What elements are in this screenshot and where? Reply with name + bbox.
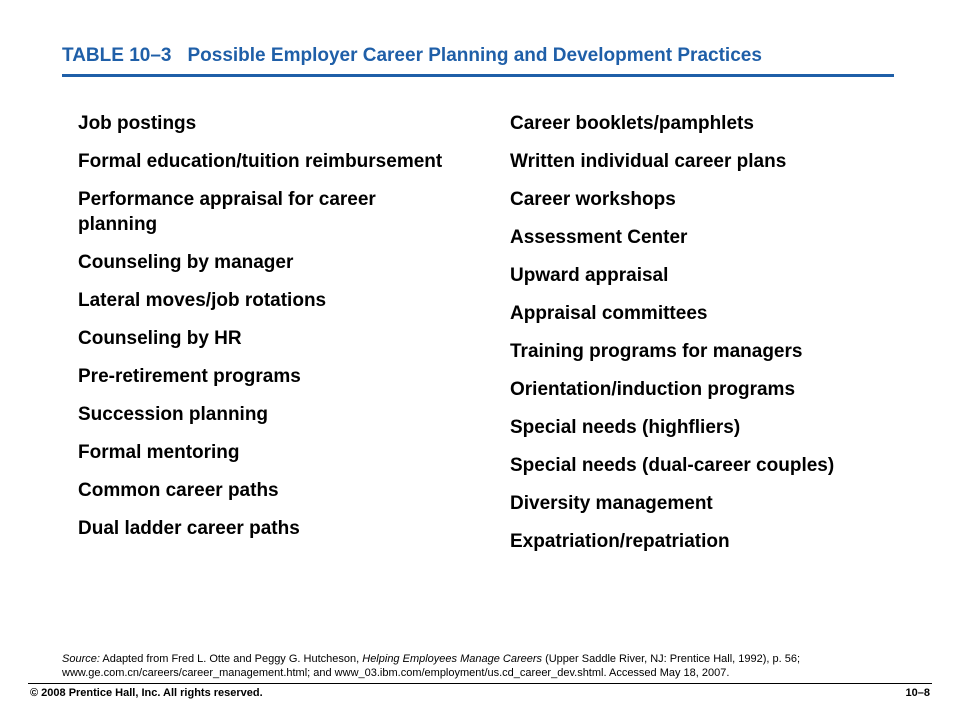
list-item: Common career paths	[78, 480, 279, 501]
list-item: Counseling by HR	[78, 328, 242, 349]
source-label: Source:	[62, 653, 100, 665]
table-title-row	[62, 45, 892, 73]
practices-list-left	[78, 111, 458, 554]
list-item: Upward appraisal	[510, 265, 669, 286]
list-item: Written individual career plans	[510, 151, 787, 172]
table-number: TABLE 10–3	[62, 45, 172, 66]
list-item: Orientation/induction programs	[510, 379, 796, 400]
list-item: Special needs (highfliers)	[510, 417, 741, 438]
list-item: Assessment Center	[510, 227, 688, 248]
list-item: Formal education/tuition reimbursement	[78, 151, 443, 172]
page-number: 10–8	[905, 687, 930, 699]
practices-list-right	[510, 111, 920, 567]
list-item: Counseling by manager	[78, 252, 294, 273]
list-item: Training programs for managers	[510, 341, 803, 362]
list-item: Expatriation/repatriation	[510, 531, 730, 552]
copyright-notice: © 2008 Prentice Hall, Inc. All rights reserved.	[30, 687, 263, 699]
list-item: Succession planning	[78, 404, 269, 425]
list-item: Performance appraisal for career planning	[78, 189, 376, 235]
source-book-title: Helping Employees Manage Careers	[362, 653, 543, 665]
list-item: Formal mentoring	[78, 442, 240, 463]
list-item: Appraisal committees	[510, 303, 708, 324]
list-item: Career booklets/pamphlets	[510, 113, 754, 134]
list-item: Special needs (dual-career couples)	[510, 455, 835, 476]
list-item: Lateral moves/job rotations	[78, 290, 327, 311]
source-citation	[62, 652, 922, 680]
list-item: Pre-retirement programs	[78, 366, 301, 387]
source-text-after: (Upper Saddle River, NJ: Prentice Hall, 1992), p. 56; www.ge.com.cn/careers/career_management.html; and www_03.ibm.com/employment/us.cd_career_dev.shtml. Accessed May 18, 2007.	[62, 653, 801, 679]
list-item: Diversity management	[510, 493, 713, 514]
table-title: Possible Employer Career Planning and Development Practices	[187, 45, 762, 66]
title-underline	[62, 74, 894, 77]
footer-divider	[28, 683, 932, 684]
source-text-before: Adapted from Fred L. Otte and Peggy G. Hutcheson,	[99, 653, 363, 665]
list-item: Dual ladder career paths	[78, 518, 300, 539]
list-item: Job postings	[78, 113, 197, 134]
list-item: Career workshops	[510, 189, 676, 210]
